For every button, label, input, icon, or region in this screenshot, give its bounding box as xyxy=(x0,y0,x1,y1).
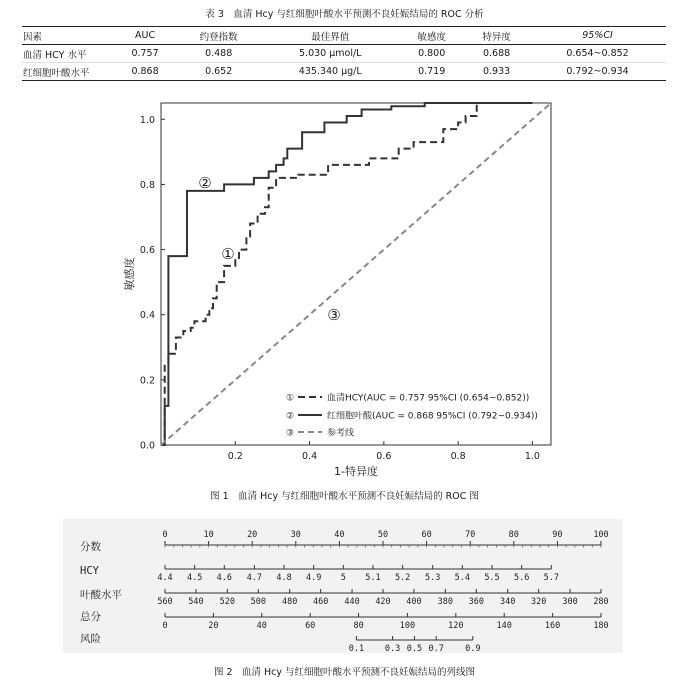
nomogram-row-label: 风险 xyxy=(80,633,101,645)
nomogram-tick-label: 50 xyxy=(377,530,389,540)
nomogram-tick-label: 60 xyxy=(421,530,432,540)
nomogram-row-label: HCY xyxy=(80,565,99,577)
nomogram-tick-label: 80 xyxy=(353,621,364,631)
nomogram-tick-label: 460 xyxy=(312,597,329,607)
y-tick-label: 0.4 xyxy=(139,310,155,322)
nomogram-tick-label: 5.4 xyxy=(454,573,471,583)
y-tick-label: 0.8 xyxy=(139,179,155,191)
table-cell: 0.757 xyxy=(114,45,176,63)
column-header: 95%CI xyxy=(529,27,666,45)
nomogram-tick-label: 0.5 xyxy=(406,644,423,654)
nomogram-tick-label: 340 xyxy=(500,597,516,607)
table-cell: 5.030 μmol/L xyxy=(261,45,399,63)
column-header: AUC xyxy=(114,27,176,45)
table-cell: 435.340 μg/L xyxy=(261,63,399,81)
nomogram-tick-label: 0.7 xyxy=(428,644,444,654)
table-cell: 0.792~0.934 xyxy=(529,63,666,81)
y-tick-label: 1.0 xyxy=(139,114,155,126)
nomogram-tick-label: 5.7 xyxy=(543,573,559,583)
table-cell: 0.652 xyxy=(176,63,261,81)
nomogram-row-label: 分数 xyxy=(80,541,101,553)
nomogram-tick-label: 4.6 xyxy=(216,573,232,583)
nomogram-tick-label: 5.3 xyxy=(425,573,441,583)
nomogram-tick-label: 160 xyxy=(544,621,561,631)
nomogram-tick-label: 20 xyxy=(247,530,258,540)
nomogram-tick-label: 360 xyxy=(468,597,484,607)
nomogram-tick-label: 5.5 xyxy=(484,573,500,583)
nomogram-tick-label: 280 xyxy=(593,597,609,607)
table-cell: 0.933 xyxy=(464,63,529,81)
curve-marker-1: ① xyxy=(221,245,235,263)
y-tick-label: 0.6 xyxy=(139,245,155,257)
nomogram-tick-label: 520 xyxy=(219,597,236,607)
nomogram-tick-label: 500 xyxy=(250,597,266,607)
nomogram-tick-label: 70 xyxy=(465,530,476,540)
nomogram-tick-label: 4.4 xyxy=(157,573,173,583)
nomogram-tick-label: 320 xyxy=(530,597,547,607)
table-cell: 0.800 xyxy=(399,45,464,63)
nomogram-tick-label: 5.2 xyxy=(394,573,411,583)
legend-label: 参考线 xyxy=(327,428,355,439)
legend-marker: ① xyxy=(285,393,295,404)
nomogram-tick-label: 0.1 xyxy=(348,644,365,654)
nomogram-tick-label: 60 xyxy=(305,621,316,631)
nomogram-tick-label: 560 xyxy=(157,597,173,607)
curve-marker-2: ② xyxy=(198,174,212,192)
table-cell: 0.488 xyxy=(176,45,261,63)
table-cell: 红细胞叶酸水平 xyxy=(22,63,114,81)
nomogram-tick-label: 420 xyxy=(375,597,391,607)
nomogram-tick-label: 20 xyxy=(208,621,219,631)
nomogram-tick-label: 380 xyxy=(437,597,454,607)
column-header: 因素 xyxy=(22,27,114,45)
column-header: 最佳界值 xyxy=(261,27,399,45)
nomogram-tick-label: 100 xyxy=(593,530,609,540)
y-axis-label: 敏感度 xyxy=(123,257,136,291)
table-cell: 0.719 xyxy=(399,63,464,81)
nomogram-tick-label: 140 xyxy=(496,621,512,631)
nomogram-tick-label: 0.3 xyxy=(384,644,401,654)
nomogram-tick-label: 4.8 xyxy=(276,573,292,583)
figure1-caption: 图 1 血清 Hcy 与红细胞叶酸水平预测不良妊娠结局的 ROC 图 xyxy=(210,491,479,502)
nomogram-tick-label: 480 xyxy=(282,597,298,607)
nomogram-tick-label: 440 xyxy=(344,597,360,607)
legend-marker: ② xyxy=(285,411,295,422)
x-tick-label: 0.2 xyxy=(227,451,243,462)
x-tick-label: 0.4 xyxy=(302,451,318,462)
nomogram-tick-label: 4.5 xyxy=(186,573,203,583)
x-axis-label: 1-特异度 xyxy=(334,465,378,478)
nomogram-row-label: 叶酸水平 xyxy=(80,589,122,601)
nomogram-tick-label: 4.9 xyxy=(305,573,322,583)
nomogram-tick-label: 80 xyxy=(508,530,519,540)
x-tick-label: 1.0 xyxy=(524,451,540,462)
legend-marker: ③ xyxy=(285,428,295,439)
nomogram-tick-label: 0.9 xyxy=(465,644,481,654)
nomogram-tick-label: 100 xyxy=(399,621,416,631)
legend-label: 血清HCY(AUC = 0.757 95%CI (0.654~0.852)) xyxy=(327,393,530,404)
nomogram-tick-label: 5.1 xyxy=(365,573,381,583)
nomogram-tick-label: 40 xyxy=(334,530,345,540)
nomogram-tick-label: 5.6 xyxy=(513,573,530,583)
nomogram-tick-label: 120 xyxy=(448,621,464,631)
nomogram-tick-label: 0 xyxy=(162,621,168,631)
nomogram-tick-label: 90 xyxy=(552,530,563,540)
figure2-caption: 图 2 血清 Hcy 与红细胞叶酸水平预测不良妊娠结局的列线图 xyxy=(213,667,476,678)
nomogram-tick-label: 40 xyxy=(256,621,267,631)
nomogram-tick-label: 30 xyxy=(290,530,301,540)
curve-marker-3: ③ xyxy=(327,306,341,324)
x-tick-label: 0.8 xyxy=(450,451,466,462)
nomogram-tick-label: 10 xyxy=(203,530,214,540)
table-cell: 血清 HCY 水平 xyxy=(22,45,114,63)
nomogram-tick-label: 400 xyxy=(406,597,422,607)
x-tick-label: 0.6 xyxy=(376,451,392,462)
column-header: 约登指数 xyxy=(176,27,261,45)
legend-label: 红细胞叶酸(AUC = 0.868 95%CI (0.792~0.934)) xyxy=(327,411,538,422)
nomogram-tick-label: 180 xyxy=(593,621,609,631)
table-cell: 0.868 xyxy=(114,63,176,81)
nomogram-tick-label: 540 xyxy=(188,597,204,607)
nomogram-tick-label: 5 xyxy=(340,573,346,583)
column-header: 特异度 xyxy=(464,27,529,45)
table-cell: 0.654~0.852 xyxy=(529,45,666,63)
table-cell: 0.688 xyxy=(464,45,529,63)
nomogram-row-label: 总分 xyxy=(80,611,101,623)
nomogram-tick-label: 0 xyxy=(162,530,168,540)
nomogram-tick-label: 300 xyxy=(562,597,578,607)
column-header: 敏感度 xyxy=(399,27,464,45)
table-title: 表 3 血清 Hcy 与红细胞叶酸水平预测不良妊娠结局的 ROC 分析 xyxy=(205,9,484,20)
nomogram-tick-label: 4.7 xyxy=(246,573,263,583)
y-tick-label: 0.0 xyxy=(139,440,155,452)
y-tick-label: 0.2 xyxy=(139,375,155,387)
